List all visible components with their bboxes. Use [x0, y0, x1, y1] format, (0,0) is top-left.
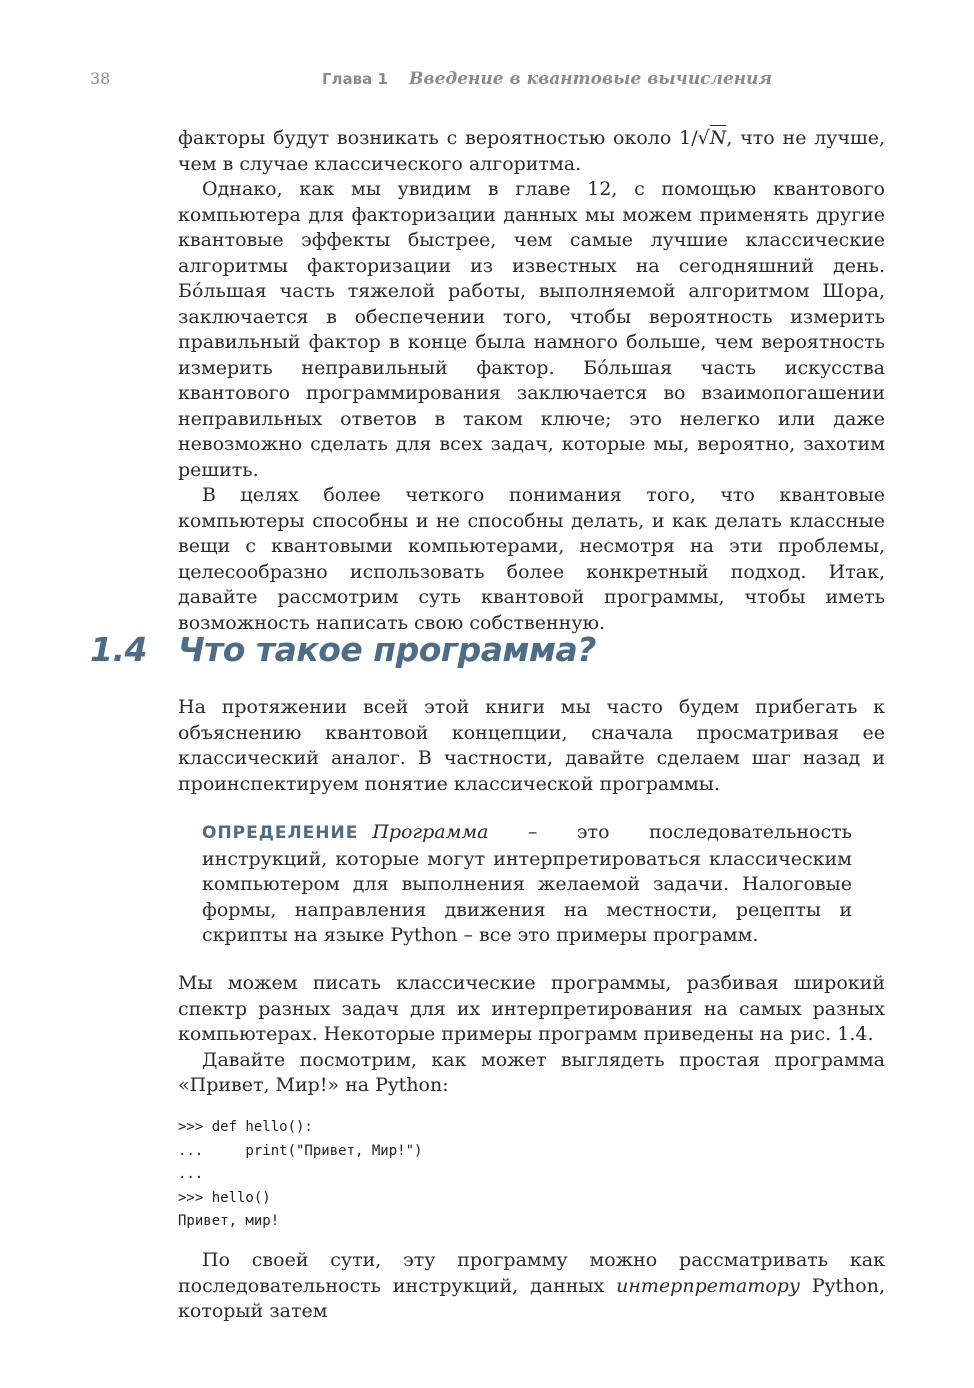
page-number: 38	[90, 69, 111, 88]
emphasis-text: интерпретатору	[616, 1274, 800, 1297]
paragraph: На протяжении всей этой книги мы часто будем прибегать к объяснению квантовой концепции, сначала просматривая ее классический аналог. В частности, давайте сделаем шаг назад и проинспектируем понятие классической программы.	[178, 696, 885, 795]
paragraph-text: , что не лучше, чем в случае классического алгоритма.	[178, 127, 885, 175]
definition-box	[202, 820, 852, 949]
definition-term: Программа	[372, 821, 489, 843]
paragraph: Мы можем писать классические программы, разбивая широкий спектр разных задач для их интерпретирования на самых разных компьютерах. Некоторые примеры программ приведены на рис. 1.4.	[178, 972, 885, 1045]
code-line: >>> hello()	[178, 1189, 271, 1206]
code-line: >>> def hello():	[178, 1119, 313, 1135]
text-block-intro	[178, 126, 885, 636]
paragraph-text: факторы будут возникать с вероятностью около 1/	[178, 127, 698, 149]
text-block-section-intro	[178, 695, 885, 797]
sqrt-expression: √N	[697, 127, 727, 149]
section-title: Что такое программа?	[178, 630, 596, 669]
paragraph	[178, 126, 885, 177]
chapter-label: Глава 1	[322, 70, 388, 88]
code-line: ... print("Привет, Мир!")	[178, 1142, 423, 1159]
paragraph: В целях более четкого понимания того, что квантовые компьютеры способны и не способны делать, и как делать классные вещи с квантовыми компьютерами, несмотря на эти проблемы, целесообразно использовать более конкретный подход. Итак, давайте рассмотрим суть квантовой программы, чтобы иметь возможность написать свою собственную.	[178, 484, 885, 634]
paragraph-text: Python, который затем	[178, 1274, 885, 1322]
sqrt-radicand: N	[709, 127, 727, 149]
running-head	[322, 69, 772, 89]
definition-text: – это последовательность инструкций, которые могут интерпретироваться классическим компьютером для выполнения желаемой задачи. Налоговые формы, направления движения на местности, рецепты и скрипты на языке Python – все это примеры программ.	[202, 821, 852, 946]
definition-label: ОПРЕДЕЛЕНИЕ	[202, 823, 359, 843]
paragraph	[178, 1248, 885, 1325]
section-number: 1.4	[90, 630, 147, 669]
chapter-title: Введение в квантовые вычисления	[409, 69, 773, 89]
code-line: ...	[178, 1166, 204, 1182]
paragraph: Однако, как мы увидим в главе 12, с помощью квантового компьютера для факторизации данных мы можем применять другие квантовые эффекты быстрее, чем самые лучшие классические алгоритмы факторизации из известных на сегодняшний день. Бо́льшая часть тяжелой работы, выполняемой алгоритмом Шора, заключается в обеспечении того, чтобы вероятность измерить правильный фактор в конце была намного больше, чем вероятность измерить неправильный фактор. Бо́льшая часть искусства квантового программирования заключается во взаимопогашении неправильных ответов в таком ключе; это нелегко или даже невозможно сделать для всех задач, которые мы, вероятно, захотим решить.	[178, 178, 885, 481]
running-header	[0, 69, 974, 93]
code-line: Привет, мир!	[178, 1213, 280, 1229]
paragraph: Давайте посмотрим, как может выглядеть простая программа «Привет, Мир!» на Python:	[178, 1048, 885, 1096]
paragraph-text: По своей сути, эту программу можно рассматривать как последовательность инструкций, данных	[178, 1249, 885, 1297]
code-listing	[178, 1116, 422, 1234]
text-block-programs	[178, 971, 885, 1099]
text-block-closing	[178, 1248, 885, 1325]
section-heading	[90, 630, 890, 669]
definition-paragraph	[202, 820, 852, 949]
